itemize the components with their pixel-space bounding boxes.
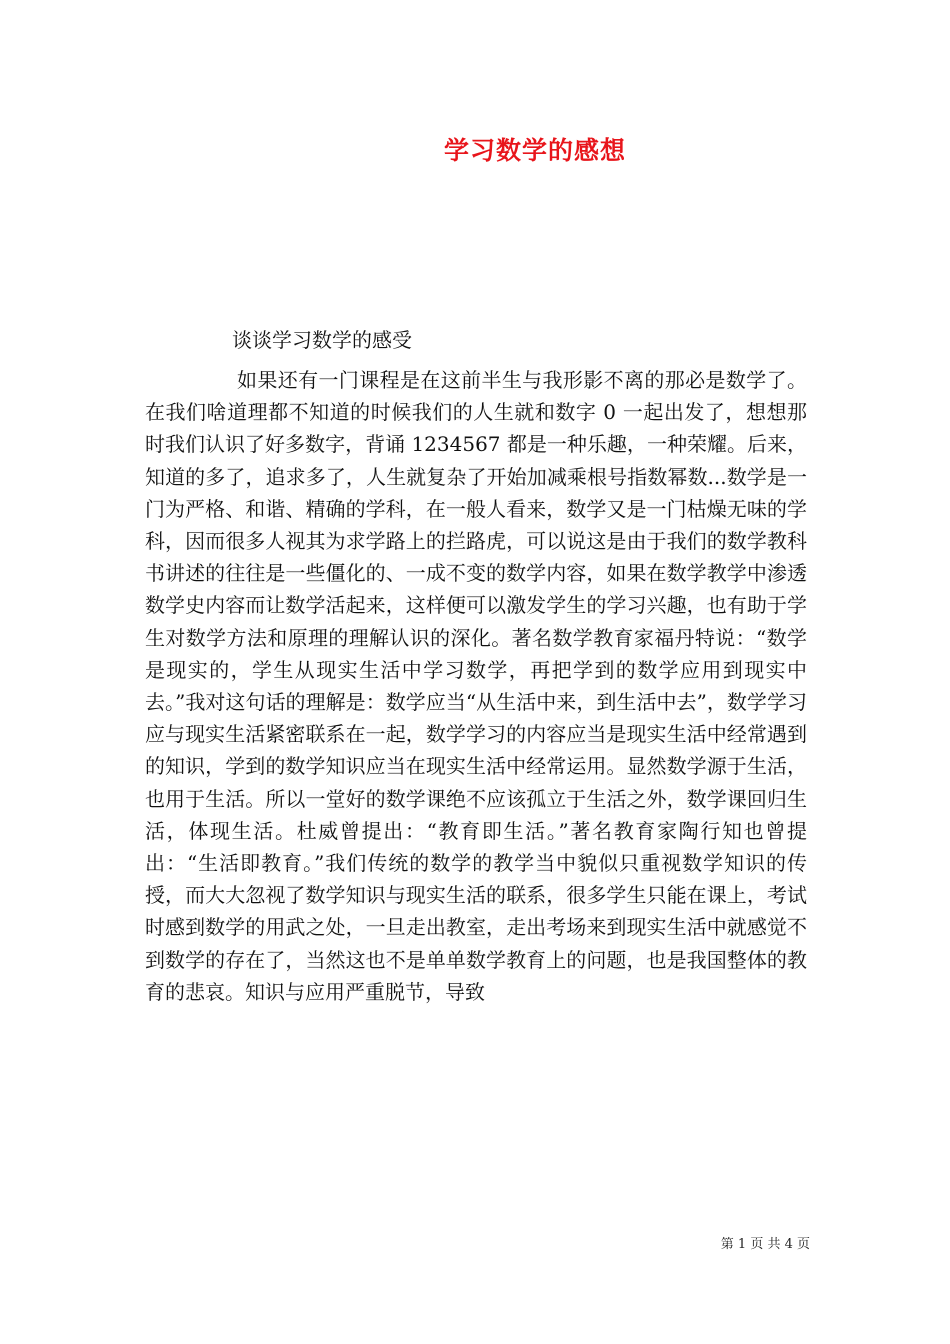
document-title: 学习数学的感想 xyxy=(443,136,626,165)
page-number: 第 1 页 共 4 页 xyxy=(720,1237,810,1252)
document-subtitle: 谈谈学习数学的感受 xyxy=(232,328,412,352)
body-paragraph: 如果还有一门课程是在这前半生与我形影不离的那必是数学了。在我们啥道理都不知道的时候我们的人生就和数字 0 一起出发了，想想那时我们认识了好多数字，背诵 1234567 都是一种乐趣，一种荣耀。后来，知道的多了，追求多了，人生就复杂了开始加减乘根号指数幂数...数学是一门为严格、和谐、精确的学科，在一般人看来，数学又是一门枯燥无味的学科，因而很多人视其为求学路上的拦路虎，可以说这是由于我们的数学教科书讲述的往往是一些僵化的、一成不变的数学内容，如果在数学教学中渗透数学史内容而让数学活起来，这样便可以激发学生的学习兴趣，也有助于学生对数学方法和原理的理解认识的深化。著名数学教育家福丹特说：“数学是现实的，学生从现实生活中学习数学，再把学到的数学应用到现实中去。”我对这句话的理解是：数学应当“从生活中来，到生活中去”，数学学习应与现实生活紧密联系在一起，数学学习的内容应当是现实生活中经常遇到的知识，学到的数学知识应当在现实生活中经常运用。显然数学源于生活，也用于生活。所以一堂好的数学课绝不应该孤立于生活之外，数学课回归生活，体现生活。杜威曾提出：“教育即生活。”著名教育家陶行知也曾提出：“生活即教育。”我们传统的数学的教学当中貌似只重视数学知识的传授，而大大忽视了数学知识与现实生活的联系，很多学生只能在课上，考试时感到数学的用武之处，一旦走出教室，走出考场来到现实生活中就感觉不到数学的存在了，当然这也不是单单数学教育上的问题，也是我国整体的教育的悲哀。知识与应用严重脱节，导致 xyxy=(145,368,807,1004)
